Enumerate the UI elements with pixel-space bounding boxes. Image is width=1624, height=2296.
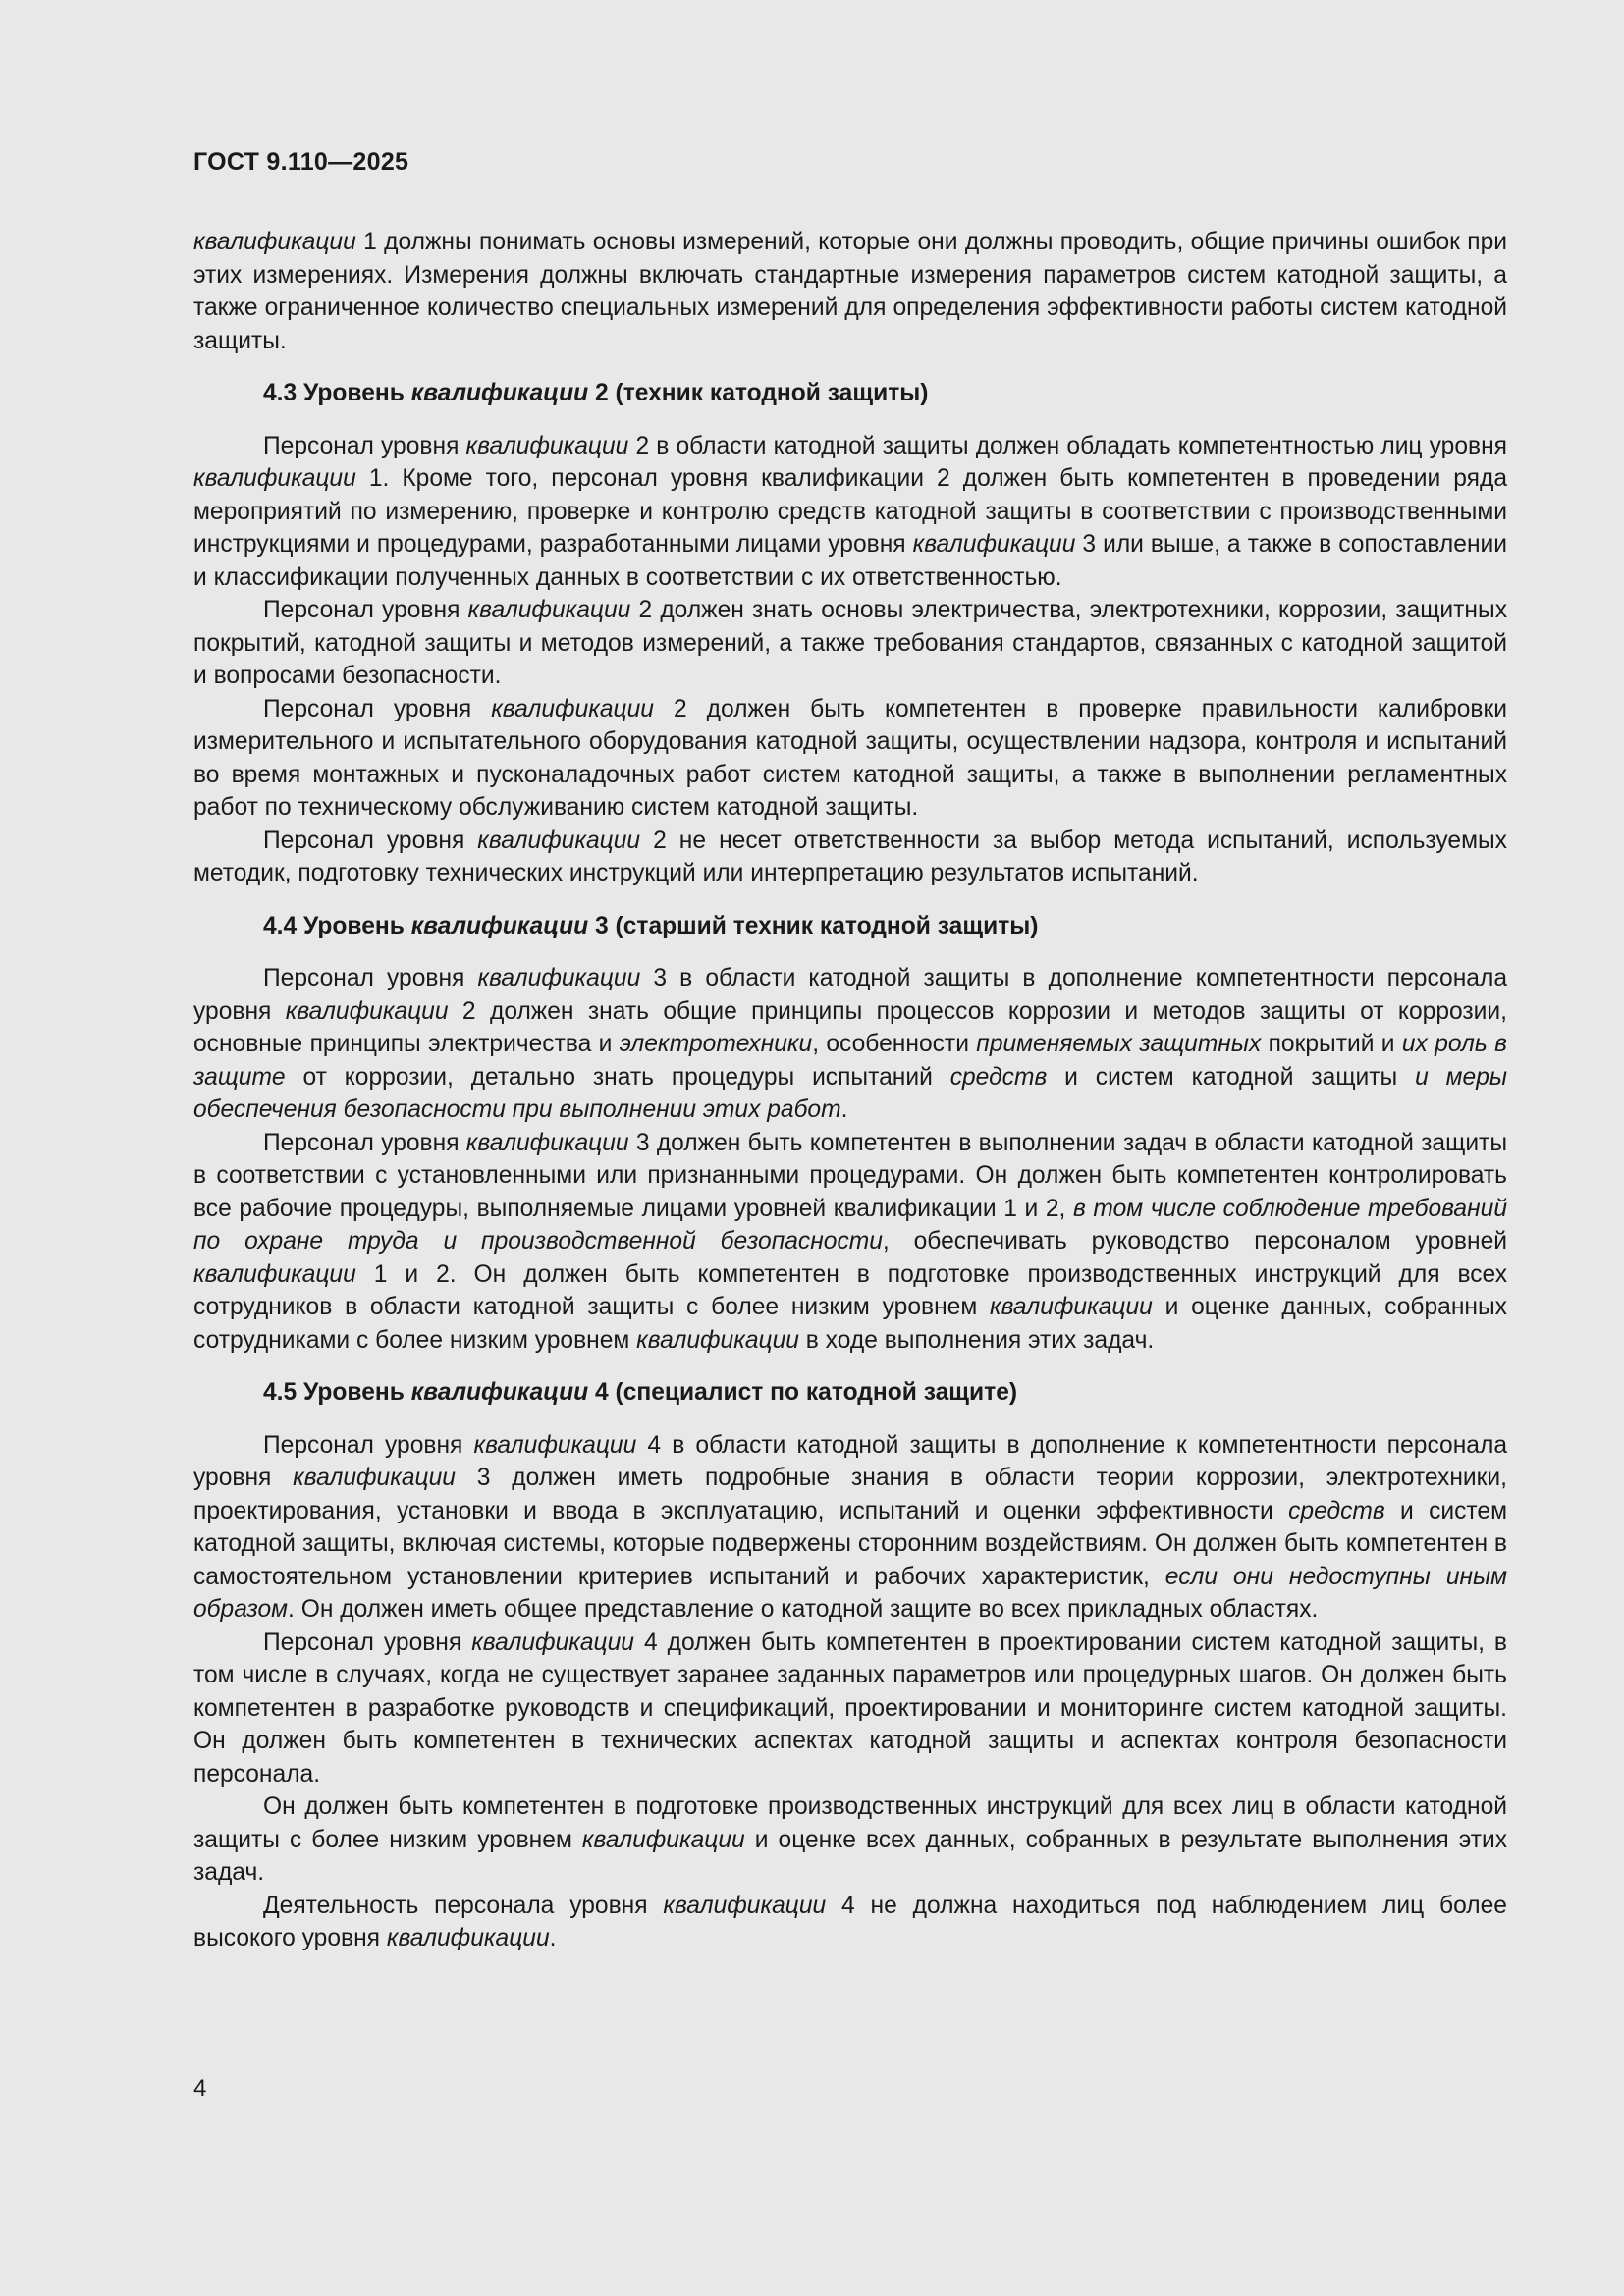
text-run: 4 должен быть компетентен в проектировании систем катодной защиты, в том числе в случаях, когда не существует заранее заданных параметров или процедурных шагов. Он должен быть компетентен в разработке руководств и спецификаций, проектировании и мониторинге систем катодной защиты. Он должен быть компетентен в технических аспектах катодной защиты и аспектах контроля безопасности персонала.: [193, 1629, 1507, 1788]
text-run: 4 (специалист по катодной защите): [588, 1379, 1018, 1406]
document-body: [193, 226, 1507, 1955]
text-run: 4 в области катодной защиты в дополнение к компетентности персонала уровня: [193, 1431, 1507, 1491]
intro-paragraph: [193, 226, 1507, 357]
text-run: Персонал уровня: [263, 965, 478, 991]
text-run: в ходе выполнения этих задач.: [798, 1326, 1155, 1354]
italic-text: квалификации: [193, 229, 356, 255]
text-run: 4 не должна находиться под наблюдением лиц более высокого уровня: [193, 1892, 1507, 1951]
text-run: от коррозии, детально знать процедуры испытаний: [285, 1063, 950, 1091]
italic-text: квалификации: [465, 1129, 629, 1156]
text-run: и систем катодной защиты: [1047, 1063, 1416, 1091]
section-paragraph: [193, 430, 1507, 595]
section-heading: [193, 1376, 1507, 1410]
text-run: Персонал уровня: [263, 1629, 472, 1656]
italic-text: применяемых защитных: [976, 1031, 1262, 1057]
text-run: .: [549, 1925, 557, 1951]
text-run: 4.5 Уровень: [263, 1379, 411, 1406]
italic-text: квалификации: [477, 965, 641, 991]
text-run: покрытий и: [1261, 1031, 1402, 1057]
italic-text: и меры обеспечения безопасности при выполнении этих работ: [193, 1063, 1507, 1123]
italic-text: квалификации: [193, 465, 356, 492]
section-paragraph: [193, 1790, 1507, 1890]
section-paragraph: [193, 962, 1507, 1127]
section-paragraph: [193, 825, 1507, 890]
page-number: 4: [193, 2075, 207, 2102]
section-heading: [193, 377, 1507, 410]
text-run: 1 и 2. Он должен быть компетентен в подготовке производственных инструкций для всех сотрудников в области катодной защиты с более низким уровнем: [193, 1260, 1507, 1320]
text-run: Он должен быть компетентен в подготовке производственных инструкций для всех лиц в области катодной защиты с более низким уровнем: [193, 1793, 1507, 1853]
text-run: 2 должен знать основы электричества, электротехники, коррозии, защитных покрытий, катодной защиты и методов измерений, а также требования стандартов, связанных с катодной защитой и вопросами безопасности.: [193, 597, 1507, 689]
text-run: 3 или выше, а также в сопоставлении и классификации полученных данных в соответствии с их ответственностью.: [193, 531, 1507, 591]
text-run: 3 (старший техник катодной защиты): [588, 912, 1039, 939]
text-run: Персонал уровня: [263, 1129, 466, 1156]
text-run: 3 должен быть компетентен в выполнении задач в области катодной защиты в соответствии с установленными или признанными процедурами. Он должен быть компетентен контролировать все рабочие процедуры, выполняемые лицами уровней квалификации 1 и 2,: [193, 1129, 1507, 1222]
text-run: . Он должен иметь общее представление о катодной защите во всех прикладных областях.: [288, 1596, 1319, 1623]
italic-text: квалификации: [386, 1925, 550, 1951]
italic-text: квалификации: [912, 531, 1076, 558]
italic-text: квалификации: [636, 1326, 799, 1354]
text-run: 2 не несет ответственности за выбор метода испытаний, используемых методик, подготовку технических инструкций или интерпретацию результатов испытаний.: [193, 827, 1507, 886]
italic-text: если они недоступны иным образом: [193, 1563, 1507, 1623]
text-run: 1 должны понимать основы измерений, которые они должны проводить, общие причины ошибок при этих измерениях. Измерения должны включать стандартные измерения параметров систем катодной защиты, а также ограниченное количество специальных измерений для определения эффективности работы систем катодной защиты.: [193, 229, 1507, 354]
section-paragraph: [193, 594, 1507, 693]
italic-text: квалификации: [663, 1892, 827, 1919]
section-paragraph: [193, 1890, 1507, 1955]
text-run: 2 должен знать общие принципы процессов коррозии и методов защиты от коррозии, основные принципы электричества и: [193, 997, 1507, 1057]
italic-text: в том числе соблюдение требований по охране труда и производственной безопасности: [193, 1195, 1507, 1255]
text-run: .: [840, 1096, 848, 1123]
section-heading: [193, 910, 1507, 943]
section-paragraph: [193, 1627, 1507, 1791]
text-run: , особенности: [812, 1031, 977, 1057]
text-run: 3 должен иметь подробные знания в области теории коррозии, электротехники, проектирования, установки и ввода в эксплуатацию, испытаний и оценки эффективности: [193, 1465, 1507, 1524]
italic-text: квалификации: [990, 1294, 1153, 1320]
text-run: Персонал уровня: [263, 1431, 474, 1459]
text-run: Персонал уровня: [263, 597, 468, 623]
text-run: Деятельность персонала уровня: [263, 1892, 664, 1919]
italic-text: квалификации: [467, 597, 631, 623]
italic-text: квалификации: [293, 1465, 456, 1491]
italic-text: средств: [949, 1063, 1048, 1091]
section-paragraph: [193, 693, 1507, 825]
italic-text: их роль в защите: [193, 1031, 1507, 1091]
italic-text: средств: [1288, 1497, 1385, 1524]
italic-text: квалификации: [465, 432, 629, 459]
text-run: 2 должен быть компетентен в проверке правильности калибровки измерительного и испытательного оборудования катодной защиты, осуществлении надзора, контроля и испытаний во время монтажных и пусконаладочных работ систем катодной защиты, а также в выполнении регламентных работ по техническому обслуживанию систем катодной защиты.: [193, 695, 1507, 821]
italic-text: квалификации: [471, 1629, 634, 1656]
italic-text: квалификации: [491, 695, 654, 722]
text-run: , обеспечивать руководство персоналом уровней: [882, 1228, 1507, 1255]
text-run: 3 в области катодной защиты в дополнение компетентности персонала уровня: [193, 965, 1508, 1025]
section-paragraph: [193, 1127, 1507, 1358]
italic-text: квалификации: [193, 1260, 356, 1288]
italic-text: квалификации: [477, 827, 641, 854]
text-run: Персонал уровня: [263, 695, 492, 722]
section-paragraph: [193, 1429, 1507, 1627]
text-run: 2 в области катодной защиты должен обладать компетентностью лиц уровня: [628, 432, 1507, 459]
text-run: и оценке данных, собранных сотрудниками с более низким уровнем: [193, 1294, 1507, 1354]
text-run: 2 (техник катодной защиты): [588, 380, 929, 406]
italic-text: электротехники: [619, 1031, 813, 1057]
italic-text: квалификации: [473, 1431, 637, 1459]
text-run: и систем катодной защиты, включая системы, которые подвержены сторонним воздействиям. Он должен быть компетентен в самостоятельном установлении критериев испытаний и рабочих характеристик,: [193, 1497, 1507, 1590]
italic-text: квалификации: [410, 1379, 589, 1406]
text-run: 4.3 Уровень: [263, 380, 411, 406]
text-run: Персонал уровня: [263, 432, 466, 459]
italic-text: квалификации: [285, 997, 449, 1025]
text-run: 4.4 Уровень: [263, 912, 411, 939]
italic-text: квалификации: [581, 1826, 745, 1853]
italic-text: квалификации: [410, 380, 589, 406]
text-run: Персонал уровня: [263, 827, 478, 854]
document-code-header: ГОСТ 9.110—2025: [193, 148, 409, 176]
text-run: и оценке всех данных, собранных в результате выполнения этих задач.: [193, 1826, 1508, 1886]
text-run: 1. Кроме того, персонал уровня квалификации 2 должен быть компетентен в проведении ряда мероприятий по измерению, проверке и контролю средств катодной защиты в соответствии с производственными инструкциями и процедурами, разработанными лицами уровня: [193, 465, 1507, 558]
italic-text: квалификации: [410, 912, 589, 939]
